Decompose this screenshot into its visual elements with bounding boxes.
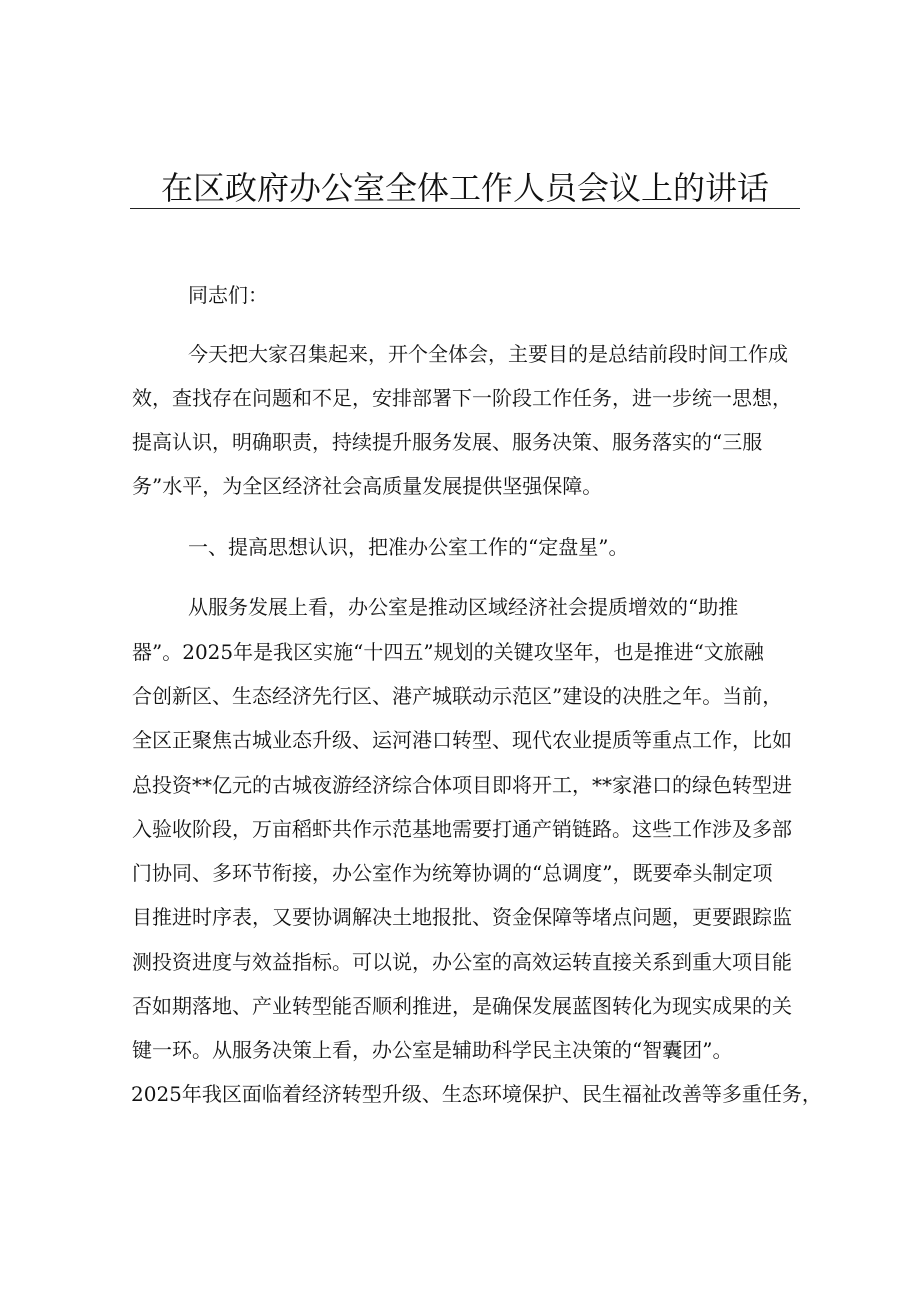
paragraph-2-line: 总投资**亿元的古城夜游经济综合体项目即将开工，**家港口的绿色转型进 bbox=[132, 773, 792, 797]
paragraph-2-line: 合创新区、生态经济先行区、港产城联动示范区”建设的决胜之年。当前， bbox=[132, 684, 783, 708]
title-underline bbox=[130, 208, 800, 209]
paragraph-2-line: 从服务发展上看，办公室是推动区域经济社会提质增效的“助推 bbox=[188, 595, 739, 619]
paragraph-1-line: 今天把大家召集起来，开个全体会，主要目的是总结前段时间工作成 bbox=[188, 342, 788, 366]
paragraph-2-line: 2025年我区面临着经济转型升级、生态环境保护、民生福祉改善等多重任务， bbox=[131, 1082, 822, 1106]
paragraph-2-line: 全区正聚焦古城业态升级、运河港口转型、现代农业提质等重点工作，比如 bbox=[132, 728, 792, 752]
paragraph-2-line: 器”。2025年是我区实施“十四五”规划的关键攻坚年，也是推进“文旅融 bbox=[132, 640, 764, 664]
paragraph-1-line: 效，查找存在问题和不足，安排部署下一阶段工作任务，进一步统一思想， bbox=[132, 386, 792, 410]
paragraph-2-line: 否如期落地、产业转型能否顺利推进，是确保发展蓝图转化为现实成果的关 bbox=[132, 994, 792, 1018]
paragraph-2-line: 测投资进度与效益指标。可以说，办公室的高效运转直接关系到重大项目能 bbox=[132, 950, 792, 974]
paragraph-2-line: 键一环。从服务决策上看，办公室是辅助科学民主决策的“智囊团”。 bbox=[132, 1038, 733, 1062]
paragraph-1-line: 提高认识，明确职责，持续提升服务发展、服务决策、服务落实的“三服 bbox=[132, 430, 763, 454]
section-heading: 一、提高思想认识，把准办公室工作的“定盘星”。 bbox=[188, 535, 629, 559]
paragraph-2-line: 目推进时序表，又要协调解决土地报批、资金保障等堵点问题，更要跟踪监 bbox=[132, 905, 792, 929]
salutation: 同志们： bbox=[188, 283, 268, 307]
document-title: 在区政府办公室全体工作人员会议上的讲话 bbox=[160, 169, 769, 207]
paragraph-1-line: 务”水平，为全区经济社会高质量发展提供坚强保障。 bbox=[132, 474, 603, 498]
paragraph-2-line: 门协同、多环节衔接，办公室作为统筹协调的“总调度”，既要牵头制定项 bbox=[132, 861, 773, 885]
paragraph-2-line: 入验收阶段，万亩稻虾共作示范基地需要打通产销链路。这些工作涉及多部 bbox=[132, 817, 792, 841]
